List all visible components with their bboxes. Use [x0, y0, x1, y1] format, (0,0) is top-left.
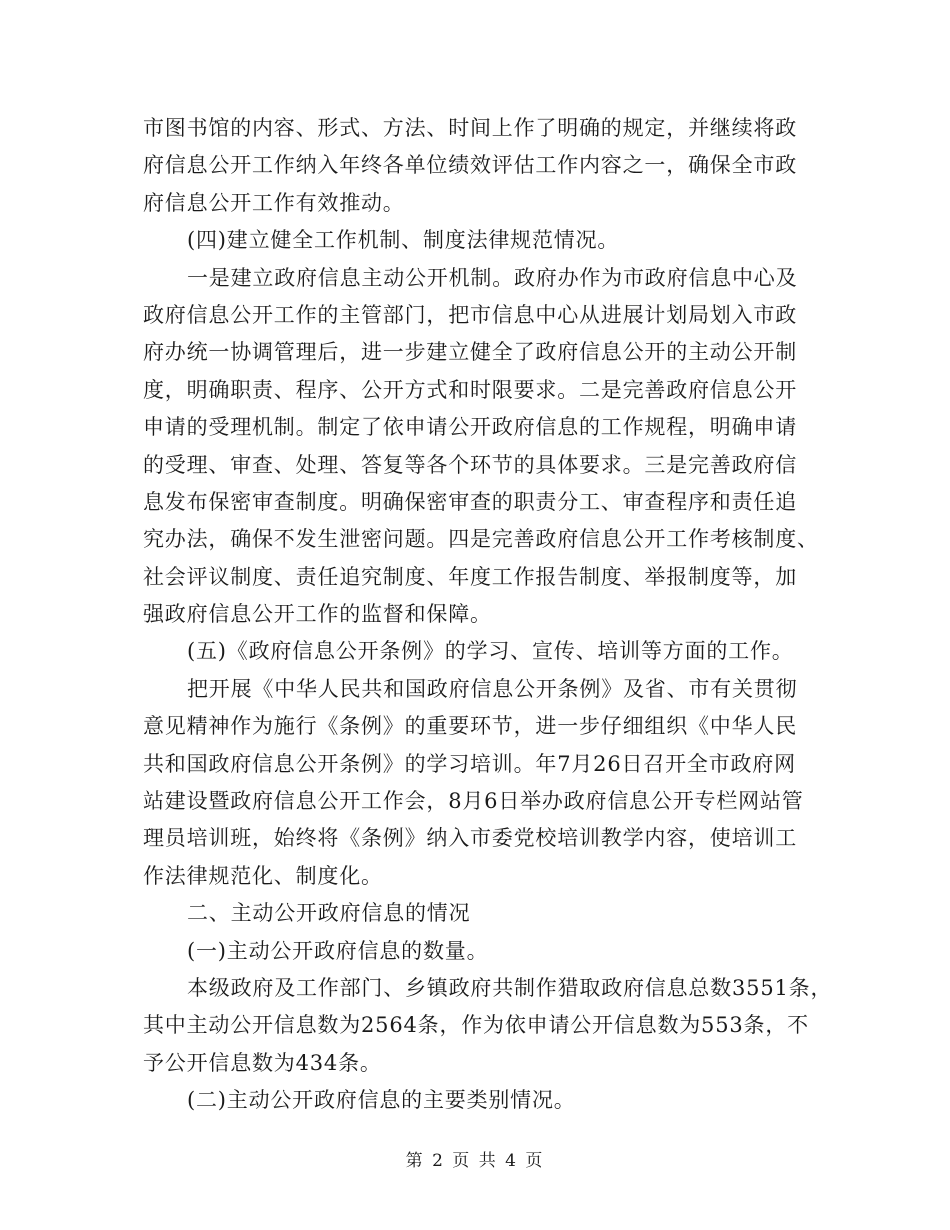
text-line: 政府信息公开工作的主管部门，把市信息中心从进展计划局划入市政	[143, 302, 797, 327]
text-line: 府办统一协调管理后，进一步建立健全了政府信息公开的主动公开制	[143, 340, 797, 365]
text-line: 意见精神作为施行《条例》的重要环节，进一步仔细组织《中华人民	[143, 714, 797, 739]
document-body	[143, 110, 833, 1120]
text-line: 社会评议制度、责任追究制度、年度工作报告制度、举报制度等，加	[143, 564, 797, 589]
text-line: 本级政府及工作部门、乡镇政府共制作猎取政府信息总数3551条，	[187, 975, 833, 1000]
text-line: 二、主动公开政府信息的情况	[187, 901, 471, 926]
text-line: 府信息公开工作纳入年终各单位绩效评估工作内容之一，确保全市政	[143, 153, 797, 178]
text-line: 府信息公开工作有效推动。	[143, 190, 405, 215]
text-line: 站建设暨政府信息公开工作会，8月6日举办政府信息公开专栏网站管	[143, 789, 804, 814]
text-line: (二)主动公开政府信息的主要类别情况。	[187, 1088, 576, 1113]
text-line: 息发布保密审查制度。明确保密审查的职责分工、审查程序和责任追	[143, 489, 797, 514]
text-line: 其中主动公开信息数为2564条，作为依申请公开信息数为553条，不	[143, 1013, 809, 1038]
text-line: (五)《政府信息公开条例》的学习、宣传、培训等方面的工作。	[187, 639, 794, 664]
text-line: 究办法，确保不发生泄密问题。四是完善政府信息公开工作考核制度、	[143, 527, 819, 552]
text-line: 申请的受理机制。制定了依申请公开政府信息的工作规程，明确申请	[143, 415, 797, 440]
text-line: (一)主动公开政府信息的数量。	[187, 938, 489, 963]
text-line: 共和国政府信息公开条例》的学习培训。年7月26日召开全市政府网	[143, 751, 796, 776]
text-line: 一是建立政府信息主动公开机制。政府办作为市政府信息中心及	[187, 265, 798, 290]
text-line: (四)建立健全工作机制、制度法律规范情况。	[187, 228, 620, 253]
text-line: 市图书馆的内容、形式、方法、时间上作了明确的规定，并继续将政	[143, 116, 797, 140]
page-footer: 第 2 页 共 4 页	[405, 1151, 545, 1171]
text-line: 予公开信息数为434条。	[143, 1050, 382, 1075]
text-line: 度，明确职责、程序、公开方式和时限要求。二是完善政府信息公开	[143, 377, 797, 402]
text-line: 把开展《中华人民共和国政府信息公开条例》及省、市有关贯彻	[187, 676, 798, 701]
text-line: 理员培训班，始终将《条例》纳入市委党校培训教学内容，使培训工	[143, 826, 797, 851]
text-line: 作法律规范化、制度化。	[143, 863, 383, 888]
text-line: 强政府信息公开工作的监督和保障。	[143, 602, 492, 627]
text-line: 的受理、审查、处理、答复等各个环节的具体要求。三是完善政府信	[143, 452, 797, 477]
